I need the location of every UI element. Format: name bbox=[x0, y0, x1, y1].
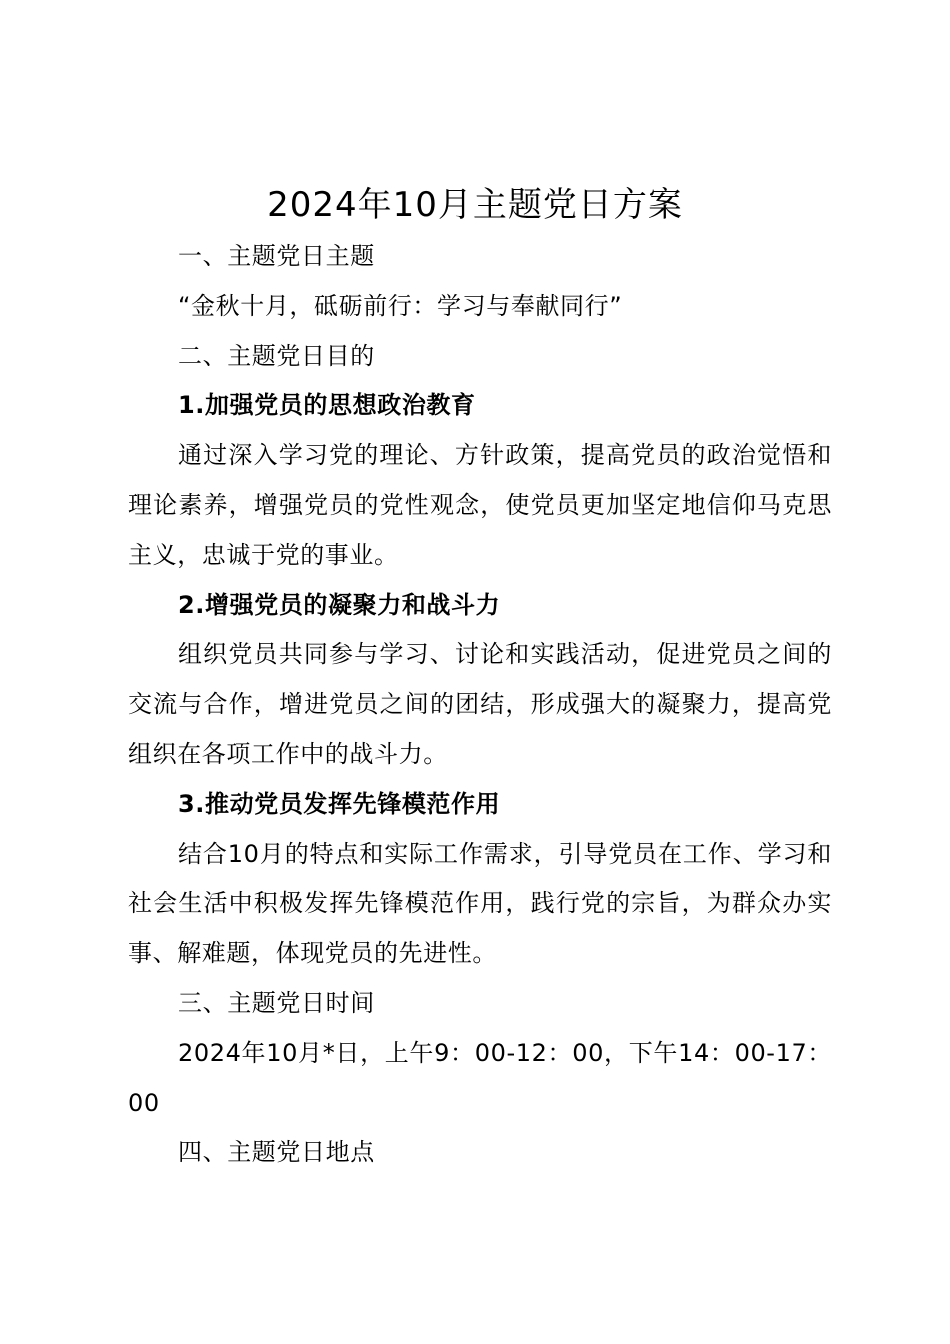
document-title: 2024年10月主题党日方案 bbox=[267, 185, 683, 225]
section-heading-theme: 一、主题党日主题 bbox=[178, 242, 375, 270]
theme-slogan: “金秋十月，砥砺前行：学习与奉献同行” bbox=[178, 291, 623, 320]
purpose-item-3-title: 3.推动党员发挥先锋模范作用 bbox=[178, 789, 501, 818]
purpose-item-3-text: 结合10月的特点和实际工作需求，引导党员在工作、学习和社会生活中积极发挥先锋模范作用，践行党的宗旨，为群众办实事、解难题，体现党员的先进性。 bbox=[128, 839, 832, 968]
purpose-item-1-title: 1.加强党员的思想政治教育 bbox=[178, 391, 476, 420]
event-time-text: 2024年10月*日，上午9：00-12：00，下午14：00-17：00 bbox=[128, 1038, 832, 1117]
purpose-item-2-title: 2.增强党员的凝聚力和战斗力 bbox=[178, 590, 501, 619]
document-body bbox=[128, 232, 832, 1178]
section-heading-time: 三、主题党日时间 bbox=[178, 988, 375, 1017]
purpose-item-1-text: 通过深入学习党的理论、方针政策，提高党员的政治觉悟和理论素养，增强党员的党性观念，使党员更加坚定地信仰马克思主义，忠诚于党的事业。 bbox=[128, 441, 832, 569]
section-heading-location: 四、主题党日地点 bbox=[178, 1138, 375, 1167]
section-heading-purpose: 二、主题党日目的 bbox=[178, 341, 375, 370]
purpose-item-2-text: 组织党员共同参与学习、讨论和实践活动，促进党员之间的交流与合作，增进党员之间的团结，形成强大的凝聚力，提高党组织在各项工作中的战斗力。 bbox=[128, 640, 832, 768]
